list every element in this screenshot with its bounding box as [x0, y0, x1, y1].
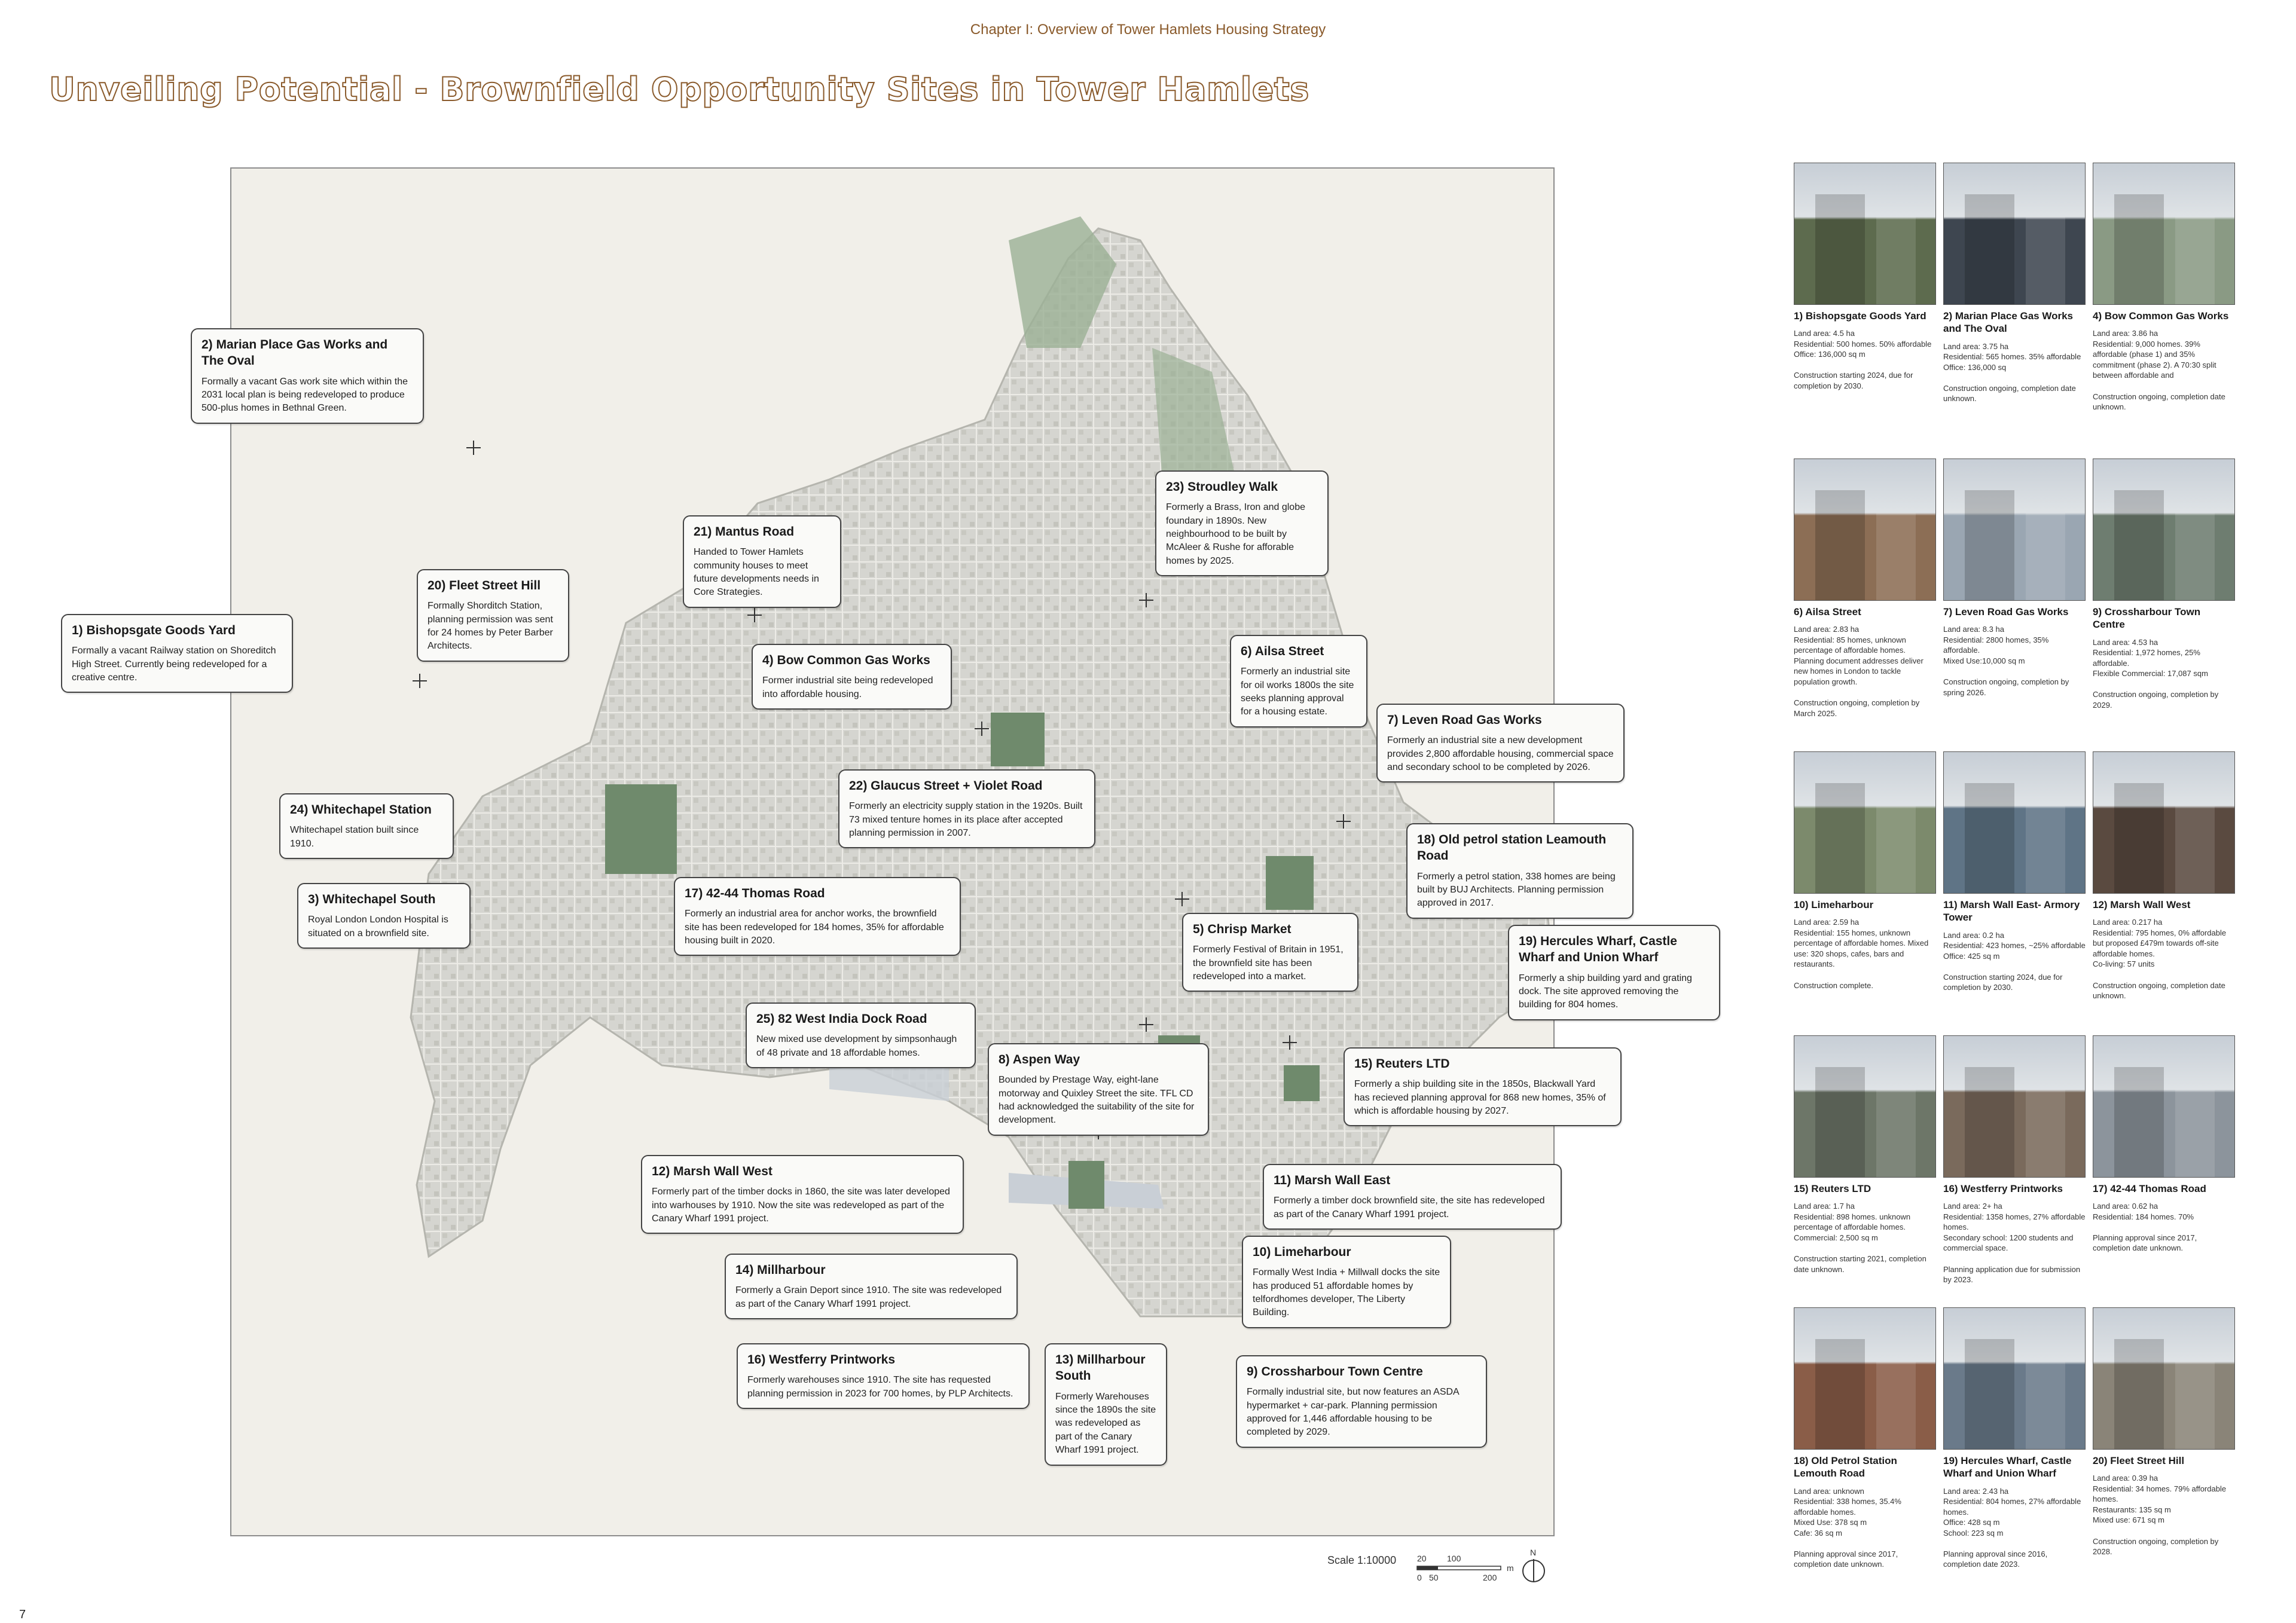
callout-9[interactable]: 9) Crossharbour Town Centre Formally industrial site, but now features an ASDA hypermarket + car-park. Planning permission approved for 1,446 affordable housing to be completed by 2029. [1236, 1355, 1487, 1448]
building-silhouette [1815, 490, 1865, 600]
callout-14[interactable]: 14) Millharbour Formerly a Grain Deport since 1910. The site was redeveloped as part of the Canary Wharf 1991 project. [725, 1254, 1018, 1319]
building-silhouette [1815, 1339, 1865, 1449]
building-silhouette [2026, 513, 2065, 600]
gallery-card-title: 1) Bishopsgate Goods Yard [1794, 310, 1926, 322]
site-photo [1943, 1035, 2086, 1178]
callout-3[interactable]: 3) Whitechapel South Royal London London Hospital is situated on a brownfield site. [297, 883, 471, 949]
gallery-card-title: 20) Fleet Street Hill [2093, 1455, 2185, 1466]
gallery-card-detail: Land area: 4.53 ha Residential: 1,972 homes, 25% affordable. Flexible Commercial: 17,087 sqm Construction ongoing, completion by 2029. [2093, 637, 2219, 710]
gallery-card[interactable] [2093, 1035, 2235, 1254]
building-silhouette [2114, 1067, 2164, 1177]
building-silhouette [2114, 783, 2164, 893]
page-title: Unveiling Potential - Brownfield Opportunity Sites in Tower Hamlets [49, 71, 1309, 108]
callout-1[interactable]: 1) Bishopsgate Goods Yard Formally a vacant Railway station on Shoreditch High Street. Currently being redeveloped for a creative centre. [61, 614, 293, 693]
callout-2[interactable]: 2) Marian Place Gas Works and The Oval Formally a vacant Gas work site which within the 2031 local plan is being redeveloped to produce 500-plus homes in Bethnal Green. [191, 328, 424, 424]
site-photo [1794, 1307, 1936, 1450]
gallery-card-title: 4) Bow Common Gas Works [2093, 310, 2229, 322]
building-silhouette [1815, 1067, 1865, 1177]
site-photo [2093, 1035, 2235, 1178]
callout-5[interactable]: 5) Chrisp Market Formerly Festival of Britain in 1951, the brownfield site has been redeveloped into a market. [1182, 913, 1358, 992]
gallery-card[interactable] [2093, 751, 2235, 1001]
callout-8[interactable]: 8) Aspen Way Bounded by Prestage Way, eight-lane motorway and Quixley Street the site. TFL CD had acknowledged the suitability of the site for development. [988, 1043, 1209, 1136]
site-photo [1794, 1035, 1936, 1178]
gallery-card-detail: Land area: 0.2 ha Residential: 423 homes, ~25% affordable Office: 425 sq m Construction starting 2024, due for completion by 2030. [1943, 930, 2086, 992]
callout-21[interactable]: 21) Mantus Road Handed to Tower Hamlets community houses to meet future developments needs in Core Strategies. [683, 515, 841, 608]
building-silhouette [1965, 1339, 2014, 1449]
gallery-card[interactable] [1943, 459, 2086, 698]
gallery-card-detail: Land area: 3.86 ha Residential: 9,000 homes. 39% affordable (phase 1) and 35% commitment (phase 2). A 70:30 split between affordable and Construction ongoing, completion date unknown. [2093, 329, 2225, 412]
gallery-card[interactable] [1794, 163, 1936, 392]
building-silhouette [2114, 490, 2164, 600]
scale-tick: 200 [1483, 1573, 1497, 1582]
gallery-card[interactable] [2093, 163, 2235, 412]
gallery-card-detail: Land area: 3.75 ha Residential: 565 homes. 35% affordable Office: 136,000 sq Construction ongoing, completion date unknown. [1943, 341, 2081, 404]
building-silhouette [2175, 806, 2215, 893]
gallery-card-detail: Land area: 2.43 ha Residential: 804 homes, 27% affordable homes. Office: 428 sq m School: 223 sq m Planning approval since 2016, completion date 2023. [1943, 1486, 2081, 1569]
site-photo [1943, 163, 2086, 305]
callout-22[interactable]: 22) Glaucus Street + Violet Road Formerly an electricity supply station in the 1920s. Built 73 mixed tenture homes in its place after accepted planning permission in 2007. [838, 769, 1095, 848]
gallery-card-detail: Land area: 0.217 ha Residential: 795 homes, 0% affordable but proposed £479m towards off-site affordable homes. Co-living: 57 units Construction ongoing, completion date unknown. [2093, 918, 2227, 1001]
gallery-card-title: 12) Marsh Wall West [2093, 899, 2191, 910]
callout-4[interactable]: 4) Bow Common Gas Works Former industrial site being redeveloped into affordable housing. [752, 644, 952, 710]
callout-20[interactable]: 20) Fleet Street Hill Formally Shorditch Station, planning permission was sent for 24 homes by Peter Barber Architects. [417, 569, 569, 662]
callout-10[interactable]: 10) Limeharbour Formally West India + Millwall docks the site has produced 51 affordable homes by telfordhomes developer, The Liberty Building. [1242, 1236, 1451, 1328]
site-patch [1266, 856, 1314, 910]
site-photo [1794, 163, 1936, 305]
gallery-card-detail: Land area: 2.59 ha Residential: 155 homes, unknown percentage of affordable homes. Mixed use: 320 shops, cafes, bars and restaurants. Construction complete. [1794, 918, 1929, 990]
gallery-card-title: 18) Old Petrol Station Lemouth Road [1794, 1455, 1897, 1480]
gallery-card[interactable] [1943, 751, 2086, 993]
callout-18[interactable]: 18) Old petrol station Leamouth Road Formerly a petrol station, 338 homes are being built by BUJ Architects. Planning permission approved in 2017. [1406, 823, 1634, 919]
gallery-card[interactable] [1794, 1035, 1936, 1274]
building-silhouette [1965, 1067, 2014, 1177]
callout-16[interactable]: 16) Westferry Printworks Formerly warehouses since 1910. The site has requested planning permission in 2023 for 700 homes, by PLP Architects. [737, 1343, 1030, 1409]
gallery-card[interactable] [1943, 1307, 2086, 1570]
site-photo [1794, 459, 1936, 601]
site-photo [2093, 459, 2235, 601]
callout-25[interactable]: 25) 82 West India Dock Road New mixed use development by simpsonhaugh of 48 private and 18 affordable homes. [746, 1002, 976, 1068]
building-silhouette [2026, 806, 2065, 893]
building-silhouette [1965, 490, 2014, 600]
callout-6[interactable]: 6) Ailsa Street Formerly an industrial site for oil works 1800s the site seeks planning approval for a housing estate. [1230, 635, 1367, 728]
site-photo [2093, 751, 2235, 894]
gallery-card-title: 9) Crossharbour Town Centre [2093, 606, 2201, 631]
gallery-card-detail: Land area: 8.3 ha Residential: 2800 homes, 35% affordable. Mixed Use:10,000 sq m Construction ongoing, completion by spring 2026. [1943, 625, 2069, 697]
site-patch [991, 713, 1045, 766]
building-silhouette [2026, 217, 2065, 304]
site-photo [2093, 1307, 2235, 1450]
gallery-card[interactable] [2093, 1307, 2235, 1557]
north-arrow-icon [1516, 1548, 1552, 1584]
gallery-card-title: 7) Leven Road Gas Works [1943, 606, 2069, 618]
callout-23[interactable]: 23) Stroudley Walk Formerly a Brass, Iron and globe foundary in 1890s. New neighbourhood to be built by McAleer & Rushe for afforable homes by 2025. [1155, 470, 1329, 576]
building-silhouette [1815, 783, 1865, 893]
gallery-card[interactable] [2093, 459, 2235, 710]
site-patch [605, 784, 677, 874]
gallery-card-detail: Land area: 2.83 ha Residential: 85 homes, unknown percentage of affordable homes. Planning document addresses deliver new homes in London to tackle population growth. Construction ongoing, completion by March 2025. [1794, 625, 1923, 718]
gallery-card-detail: Land area: 4.5 ha Residential: 500 homes. 50% affordable Office: 136,000 sq m Construction starting 2024, due for completion by 2030. [1794, 329, 1932, 390]
building-silhouette [1965, 783, 2014, 893]
building-silhouette [1876, 513, 1916, 600]
gallery-card-title: 11) Marsh Wall East- Armory Tower [1943, 899, 2080, 924]
building-silhouette [1876, 1362, 1916, 1449]
building-silhouette [1876, 806, 1916, 893]
building-silhouette [2114, 1339, 2164, 1449]
site-photo [1943, 1307, 2086, 1450]
scale-tick: 0 [1417, 1573, 1422, 1582]
north-label: N [1530, 1548, 1537, 1557]
callout-11[interactable]: 11) Marsh Wall East Formerly a timber dock brownfield site, the site has redeveloped as part of the Canary Wharf 1991 project. [1263, 1164, 1562, 1230]
callout-17[interactable]: 17) 42-44 Thomas Road Formerly an industrial area for anchor works, the brownfield site has been redeveloped for 184 homes, 35% for affordable housing built in 2020. [674, 877, 961, 956]
site-photo [1943, 459, 2086, 601]
building-silhouette [2026, 1090, 2065, 1177]
building-silhouette [1965, 194, 2014, 304]
gallery-card[interactable] [1794, 751, 1936, 991]
gallery-card-title: 10) Limeharbour [1794, 899, 1874, 910]
building-silhouette [2175, 513, 2215, 600]
gallery-card[interactable] [1794, 1307, 1936, 1570]
site-patch [1284, 1065, 1320, 1101]
gallery-card-title: 19) Hercules Wharf, Castle Wharf and Union Wharf [1943, 1455, 2072, 1480]
gallery-card-detail: Land area: 1.7 ha Residential: 898 homes. unknown percentage of affordable homes. Commercial: 2,500 sq m Construction starting 2021, completion date unknown. [1794, 1202, 1926, 1274]
chapter-heading: Chapter I: Overview of Tower Hamlets Housing Strategy [970, 22, 1326, 38]
scale-tick: 100 [1447, 1554, 1461, 1563]
callout-15[interactable]: 15) Reuters LTD Formerly a ship building site in the 1850s, Blackwall Yard has recieved planning approval for 868 new homes, 35% of which is affordable housing by 2027. [1344, 1047, 1622, 1126]
gallery-card[interactable] [1943, 1035, 2086, 1285]
scale-tick: 50 [1429, 1573, 1439, 1582]
building-silhouette [1876, 217, 1916, 304]
gallery-card[interactable] [1794, 459, 1936, 719]
gallery-card-title: 2) Marian Place Gas Works and The Oval [1943, 310, 2074, 335]
building-silhouette [2175, 1362, 2215, 1449]
site-patch [1068, 1161, 1104, 1209]
building-silhouette [2175, 217, 2215, 304]
callout-7[interactable]: 7) Leven Road Gas Works Formerly an industrial site a new development provides 2,800 affordable housing, commercial space and secondary school to be completed by 2026. [1376, 704, 1625, 783]
gallery-card-title: 16) Westferry Printworks [1943, 1183, 2063, 1194]
building-silhouette [2114, 194, 2164, 304]
gallery-card-detail: Land area: 0.62 ha Residential: 184 homes. 70% Planning approval since 2017, completion date unknown. [2093, 1202, 2197, 1253]
gallery-card-title: 15) Reuters LTD [1794, 1183, 1871, 1194]
site-photo [1943, 751, 2086, 894]
gallery-card-title: 6) Ailsa Street [1794, 606, 1861, 618]
callout-19[interactable]: 19) Hercules Wharf, Castle Wharf and Union Wharf Formerly a ship building yard and grating dock. The site approved removing the building for 804 homes. [1508, 925, 1720, 1020]
scale-label: Scale 1:10000 [1327, 1554, 1397, 1566]
gallery-card-detail: Land area: 2+ ha Residential: 1358 homes, 27% affordable homes. Secondary school: 1200 students and commercial space. Planning application due for submission by 2023. [1943, 1202, 2086, 1285]
scale-unit: m [1507, 1563, 1514, 1573]
callout-24[interactable]: 24) Whitechapel Station Whitechapel station built since 1910. [279, 793, 454, 859]
callout-13[interactable]: 13) Millharbour South Formerly Warehouses since the 1890s the site was redeveloped as part of the Canary Wharf 1991 project. [1045, 1343, 1167, 1466]
building-silhouette [2026, 1362, 2065, 1449]
site-photo [1794, 751, 1936, 894]
page-number: 7 [19, 1608, 26, 1621]
gallery-card[interactable] [1943, 163, 2086, 404]
borough-map[interactable] [72, 167, 1692, 1536]
building-silhouette [1815, 194, 1865, 304]
scale-tick: 20 [1417, 1554, 1427, 1563]
callout-12[interactable]: 12) Marsh Wall West Formerly part of the timber docks in 1860, the site was later developed into warhouses by 1910. Now the site was redeveloped as part of the Canary Wharf 1991 project. [641, 1155, 964, 1234]
building-silhouette [1876, 1090, 1916, 1177]
gallery-card-detail: Land area: unknown Residential: 338 homes, 35.4% affordable homes. Mixed Use: 378 sq m Cafe: 36 sq m Planning approval since 2017, completion date unknown. [1794, 1486, 1901, 1569]
building-silhouette [2175, 1090, 2215, 1177]
gallery-card-title: 17) 42-44 Thomas Road [2093, 1183, 2206, 1194]
gallery-card-detail: Land area: 0.39 ha Residential: 34 homes. 79% affordable homes. Restaurants: 135 sq m Mixed use: 671 sq m Construction ongoing, completion by 2028. [2093, 1474, 2227, 1557]
site-photo [2093, 163, 2235, 305]
